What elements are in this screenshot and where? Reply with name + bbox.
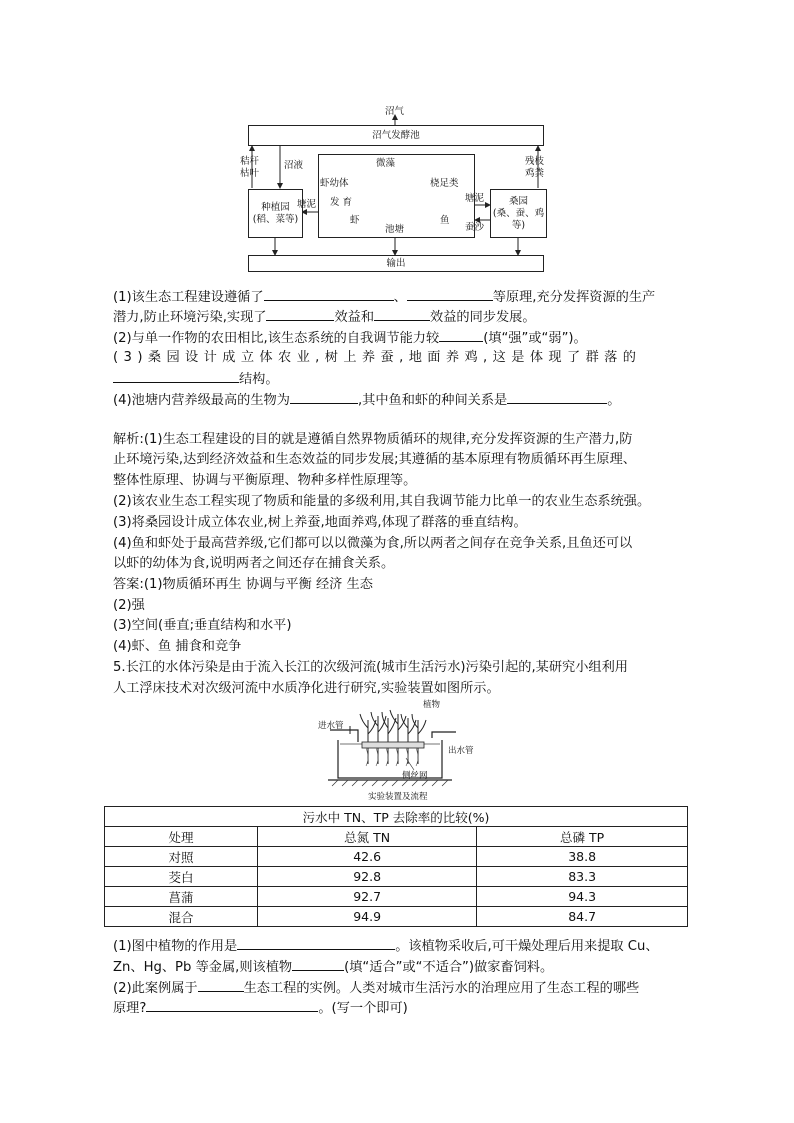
answer-blank[interactable] (198, 977, 244, 992)
column-header: 处理 (105, 827, 258, 847)
q5-intro-line-1: 5.长江的水体污染是由于流入长江的次级河流(城市生活污水)污染引起的,某研究小组利用 (113, 660, 628, 675)
table-cell: 94.9 (258, 907, 477, 927)
question-3-line-2: 结构。 (113, 368, 279, 390)
silk-sand-label: 蚕沙 (465, 222, 485, 233)
answer-blank[interactable] (266, 306, 334, 321)
apparatus-caption: 实验装置及流程 (368, 792, 428, 802)
answer-line: (4)虾、鱼 捕食和竞争 (113, 639, 242, 654)
question-4: (4)池塘内营养级最高的生物为 ,其中鱼和虾的种间关系是 。 (113, 389, 620, 411)
answer-blank[interactable] (264, 286, 394, 301)
table-cell: 83.3 (477, 867, 688, 887)
q5-question-1-line-1: (1)图中植物的作用是 。该植物采收后,可干燥处理后用来提取 Cu、 (113, 935, 659, 957)
biogas-label: 沼气 (385, 106, 405, 117)
outlet-pipe-label: 出水管 (448, 746, 474, 756)
answer-blank[interactable] (407, 286, 493, 301)
analysis-line: (4)鱼和虾处于最高营养级,它们都可以以微藻为食,所以两者之间存在竞争关系,且鱼还可以 (113, 536, 633, 551)
plant-garden-box (248, 189, 303, 238)
q5-intro-line-2: 人工浮床技术对次级河流中水质净化进行研究,实验装置如图所示。 (113, 681, 500, 696)
table-cell: 混合 (105, 907, 258, 927)
leaves-label: 枯叶 (240, 168, 260, 179)
column-header: 总磷 TP (477, 827, 688, 847)
fish-label: 鱼 (440, 215, 450, 226)
q5-question-2-line-1: (2)此案例属于 生态工程的实例。人类对城市生活污水的治理应用了生态工程的哪些 (113, 977, 639, 999)
analysis-line: (2)该农业生态工程实现了物质和能量的多级利用,其自我调节能力比单一的农业生态系统强。 (113, 494, 651, 509)
straw-label: 秸秆 (240, 156, 260, 167)
shrimp-label: 虾 (350, 215, 360, 226)
pond-mud-left-label: 塘泥 (297, 199, 317, 210)
table-cell: 38.8 (477, 847, 688, 867)
answer-blank[interactable] (439, 327, 483, 342)
table-header-row (105, 827, 688, 847)
q5-question-1-line-2: Zn、Hg、Pb 等金属,则该植物 (填“适合”或“不适合”)做家畜饲料。 (113, 956, 553, 978)
question-1-line-2: 潜力,防止环境污染,实现了 效益和 效益的同步发展。 (113, 306, 536, 328)
answer-blank[interactable] (113, 368, 239, 383)
answer-blank[interactable] (292, 956, 344, 971)
microalgae-label: 微藻 (376, 158, 396, 169)
biogas-digester-box: 沼气发酵池 (248, 125, 544, 146)
output-box: 输出 (248, 255, 544, 272)
mulberry-garden-box (490, 189, 547, 238)
plant-label: 植物 (423, 700, 441, 710)
answer-blank[interactable] (374, 306, 430, 321)
pond-mud-right-label: 塘泥 (465, 193, 485, 204)
mulberry-subtitle: (桑、蚕、鸡等) (492, 207, 545, 231)
question-3-line-1: (3)桑园设计成立体农业,树上养蚕,地面养鸡,这是体现了群落的 (113, 350, 642, 365)
removal-rate-table (104, 806, 688, 927)
apparatus-drawing (310, 698, 470, 796)
table-cell: 菖蒲 (105, 887, 258, 907)
table-cell: 茭白 (105, 867, 258, 887)
copepod-label: 桡足类 (430, 178, 459, 189)
answer-line: 答案:(1)物质循环再生 协调与平衡 经济 生态 (113, 577, 373, 592)
table-cell: 对照 (105, 847, 258, 867)
chicken-manure-label: 鸡粪 (525, 168, 545, 179)
table-cell: 94.3 (477, 887, 688, 907)
analysis-line: 整体性原理、协调与平衡原理、物种多样性原理等。 (113, 473, 417, 488)
side-net-label: 侧丝网 (402, 771, 428, 781)
answer-blank[interactable] (146, 997, 318, 1012)
answer-blank[interactable] (237, 935, 395, 950)
question-1-line-1: (1)该生态工程建设遵循了 、 等原理,充分发挥资源的生产 (113, 286, 655, 308)
analysis-line: 止环境污染,达到经济效益和生态效益的同步发展;其遵循的基本原理有物质循环再生原理、 (113, 452, 636, 467)
branches-label: 残枝 (525, 156, 545, 167)
column-header: 总氮 TN (258, 827, 477, 847)
plant-garden-title: 种植园 (261, 201, 290, 213)
table-row (105, 907, 688, 927)
q5-question-2-line-2: 原理? 。(写一个即可) (113, 997, 408, 1019)
analysis-line: (3)将桑园设计成立体农业,树上养蚕,地面养鸡,体现了群落的垂直结构。 (113, 515, 527, 530)
pond-label: 池塘 (385, 224, 405, 235)
table-cell: 84.7 (477, 907, 688, 927)
answer-blank[interactable] (290, 389, 358, 404)
analysis-line: 以虾的幼体为食,说明两者之间还存在捕食关系。 (113, 556, 395, 571)
table-cell: 92.7 (258, 887, 477, 907)
answer-line: (3)空间(垂直;垂直结构和水平) (113, 618, 292, 633)
analysis-line: 解析:(1)生态工程建设的目的就是遵循自然界物质循环的规律,充分发挥资源的生产潜力,防 (113, 432, 633, 447)
answer-blank[interactable] (507, 389, 607, 404)
table-row (105, 867, 688, 887)
inlet-pipe-label: 进水管 (318, 721, 344, 731)
shrimp-larvae-label: 虾幼体 (320, 178, 349, 189)
table-title-row (105, 807, 688, 827)
question-2: (2)与单一作物的农田相比,该生态系统的自我调节能力较 (填“强”或“弱”)。 (113, 327, 587, 349)
develop-label: 发 育 (330, 197, 353, 208)
table-row (105, 887, 688, 907)
answer-line: (2)强 (113, 598, 145, 613)
plant-garden-subtitle: (稻、菜等) (252, 213, 299, 225)
table-title: 污水中 TN、TP 去除率的比较(%) (105, 807, 688, 827)
table-cell: 92.8 (258, 867, 477, 887)
table-cell: 42.6 (258, 847, 477, 867)
mulberry-title: 桑园 (508, 195, 528, 207)
slurry-label: 沼液 (284, 160, 304, 171)
table-row (105, 847, 688, 867)
